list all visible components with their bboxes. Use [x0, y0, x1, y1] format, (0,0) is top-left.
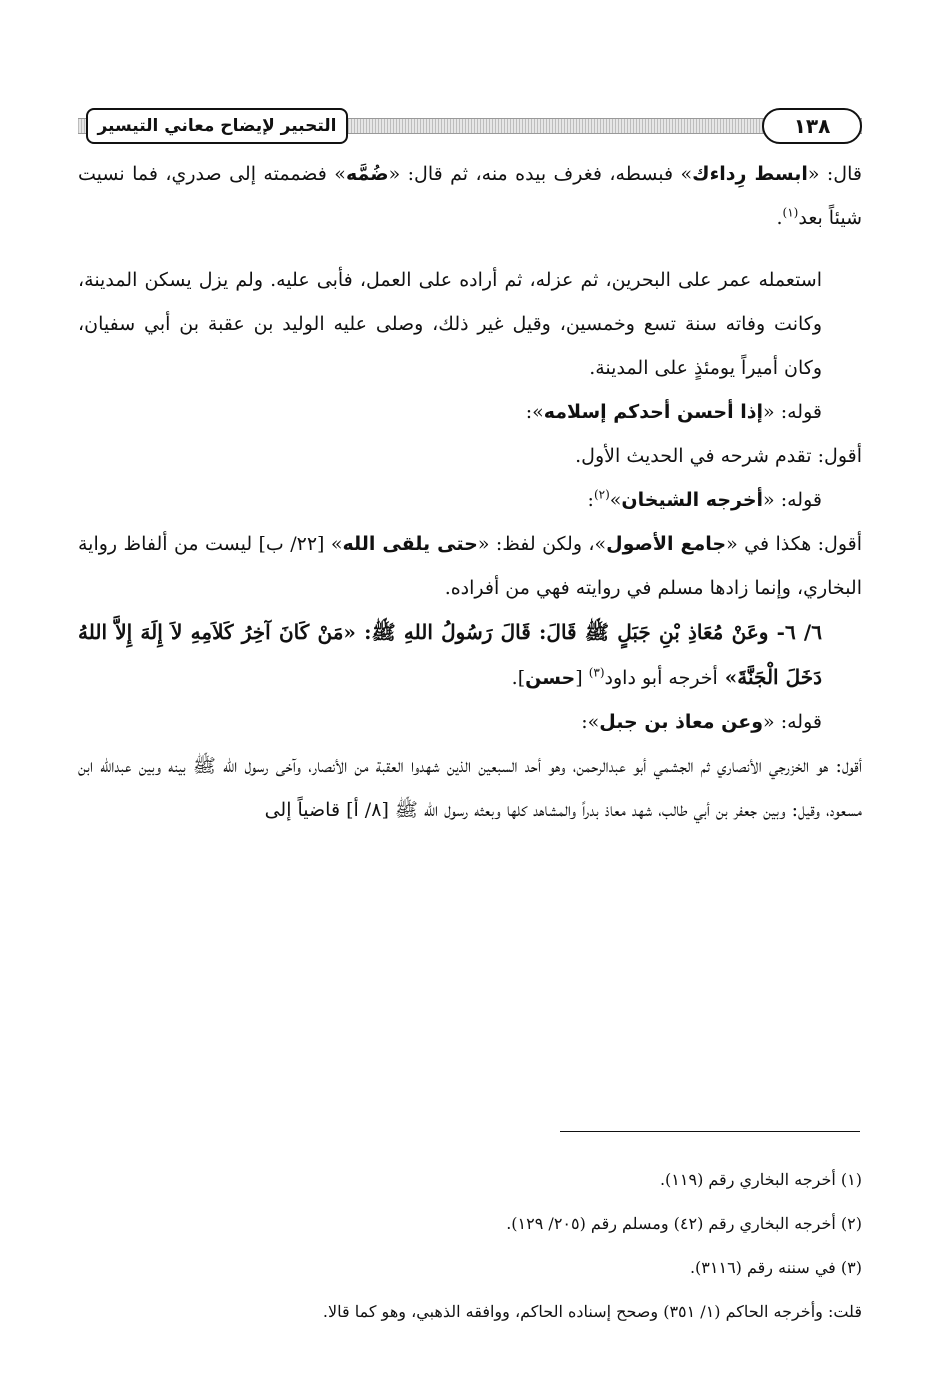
- book-title: التحبير لإيضاح معاني التيسير: [86, 108, 348, 144]
- footnote-ref: (٣): [588, 665, 605, 680]
- paragraph-5: قوله: «أخرجه الشيخان»$^{(٢)}$:: [587, 487, 822, 511]
- footnote-1: (١) أخرجه البخاري رقم (١١٩).: [659, 1170, 862, 1189]
- quote-bold: ابسط رِداءك: [692, 163, 808, 185]
- paragraph-3: قوله: «إذا أحسن أحدكم إسلامه»:: [525, 401, 822, 423]
- footnote-divider: [560, 1131, 860, 1132]
- grade-label: حسن: [525, 667, 576, 689]
- footnote-2: (٢) أخرجه البخاري رقم (٤٢) ومسلم رقم (٢٠٥/ ١٢٩).: [506, 1214, 862, 1233]
- footnote-ref: (٢): [593, 487, 610, 502]
- quote-bold: ضُمَّه: [345, 163, 389, 185]
- page-header: [78, 108, 862, 150]
- paragraph-6: أقول: هكذا في «جامع الأصول»، ولكن لفظ: «حتى يلقى الله» [٢٢/ ب] ليست من ألفاظ رواية البخاري، وإنما زادها مسلم في روايته فهي من أفراده.: [78, 533, 863, 599]
- page-number: ١٣٨: [762, 108, 862, 144]
- hadith-text: ٦/ ٦- وعَنْ مُعَاذِ بْنِ جَبَلٍ ﷺ قَالَ: قَالَ رَسُولُ اللهِ ﷺ: «مَنْ كَانَ آخِرُ كَلاَمِهِ لاَ إِلَهَ إِلاَّ اللهُ دَخَلَ الْجَنَّةَ»: [78, 620, 822, 689]
- paragraph-4: أقول: تقدم شرحه في الحديث الأول.: [575, 445, 862, 467]
- paragraph-2: استعمله عمر على البحرين، ثم عزله، ثم أراده على العمل، فأبى عليه. ولم يزل يسكن المدينة، وكانت وفاته سنة تسع وخمسين، وقيل غير ذلك، وصلى عليه الوليد بن عقبة بن أبي سفيان، وكان أميراً يومئذٍ على المدينة.: [78, 269, 822, 379]
- footnote-ref: (١): [782, 205, 799, 220]
- paragraph-9: أقول: هو الخزرجي الأنصاري ثم الجشمي أبو عبدالرحمن، وهو أحد السبعين الذين شهدوا العقبة من الأنصار، وآخى رسول الله ﷺ بينه وبين عبدالله ابن مسعود، وقيل: وبين جعفر بن أبي طالب، شهد معاذ بدراً والمشاهد كلها وبعثه رسول الله ﷺ [٨/ أ] قاضياً إلى: [78, 755, 862, 821]
- main-text: [78, 152, 862, 832]
- hadith-paragraph: ٦/ ٦- وعَنْ مُعَاذِ بْنِ جَبَلٍ ﷺ قَالَ: قَالَ رَسُولُ اللهِ ﷺ: «مَنْ كَانَ آخِرُ كَلاَمِهِ لاَ إِلَهَ إِلاَّ اللهُ دَخَلَ الْجَنَّةَ» أخرجه أبو داود$^{(٣)}$ [حسن].: [78, 620, 822, 689]
- footnotes: [78, 1158, 862, 1334]
- paragraph-1: قال: «ابسط رِداءك» فبسطه، فغرف بيده منه، ثم قال: «ضُمَّه» فضممته إلى صدري، فما نسيت شيئاً بعد$^{(١)}$.: [78, 163, 862, 229]
- paragraph-8: قوله: «وعن معاذ بن جبل»:: [581, 711, 822, 733]
- footnote-3: (٣) في سننه رقم (٣١١٦).: [689, 1258, 862, 1277]
- footnote-note: قلت: وأخرجه الحاكم (١/ ٣٥١) وصحح إسناده الحاكم، ووافقه الذهبي، وهو كما قالا.: [322, 1302, 862, 1321]
